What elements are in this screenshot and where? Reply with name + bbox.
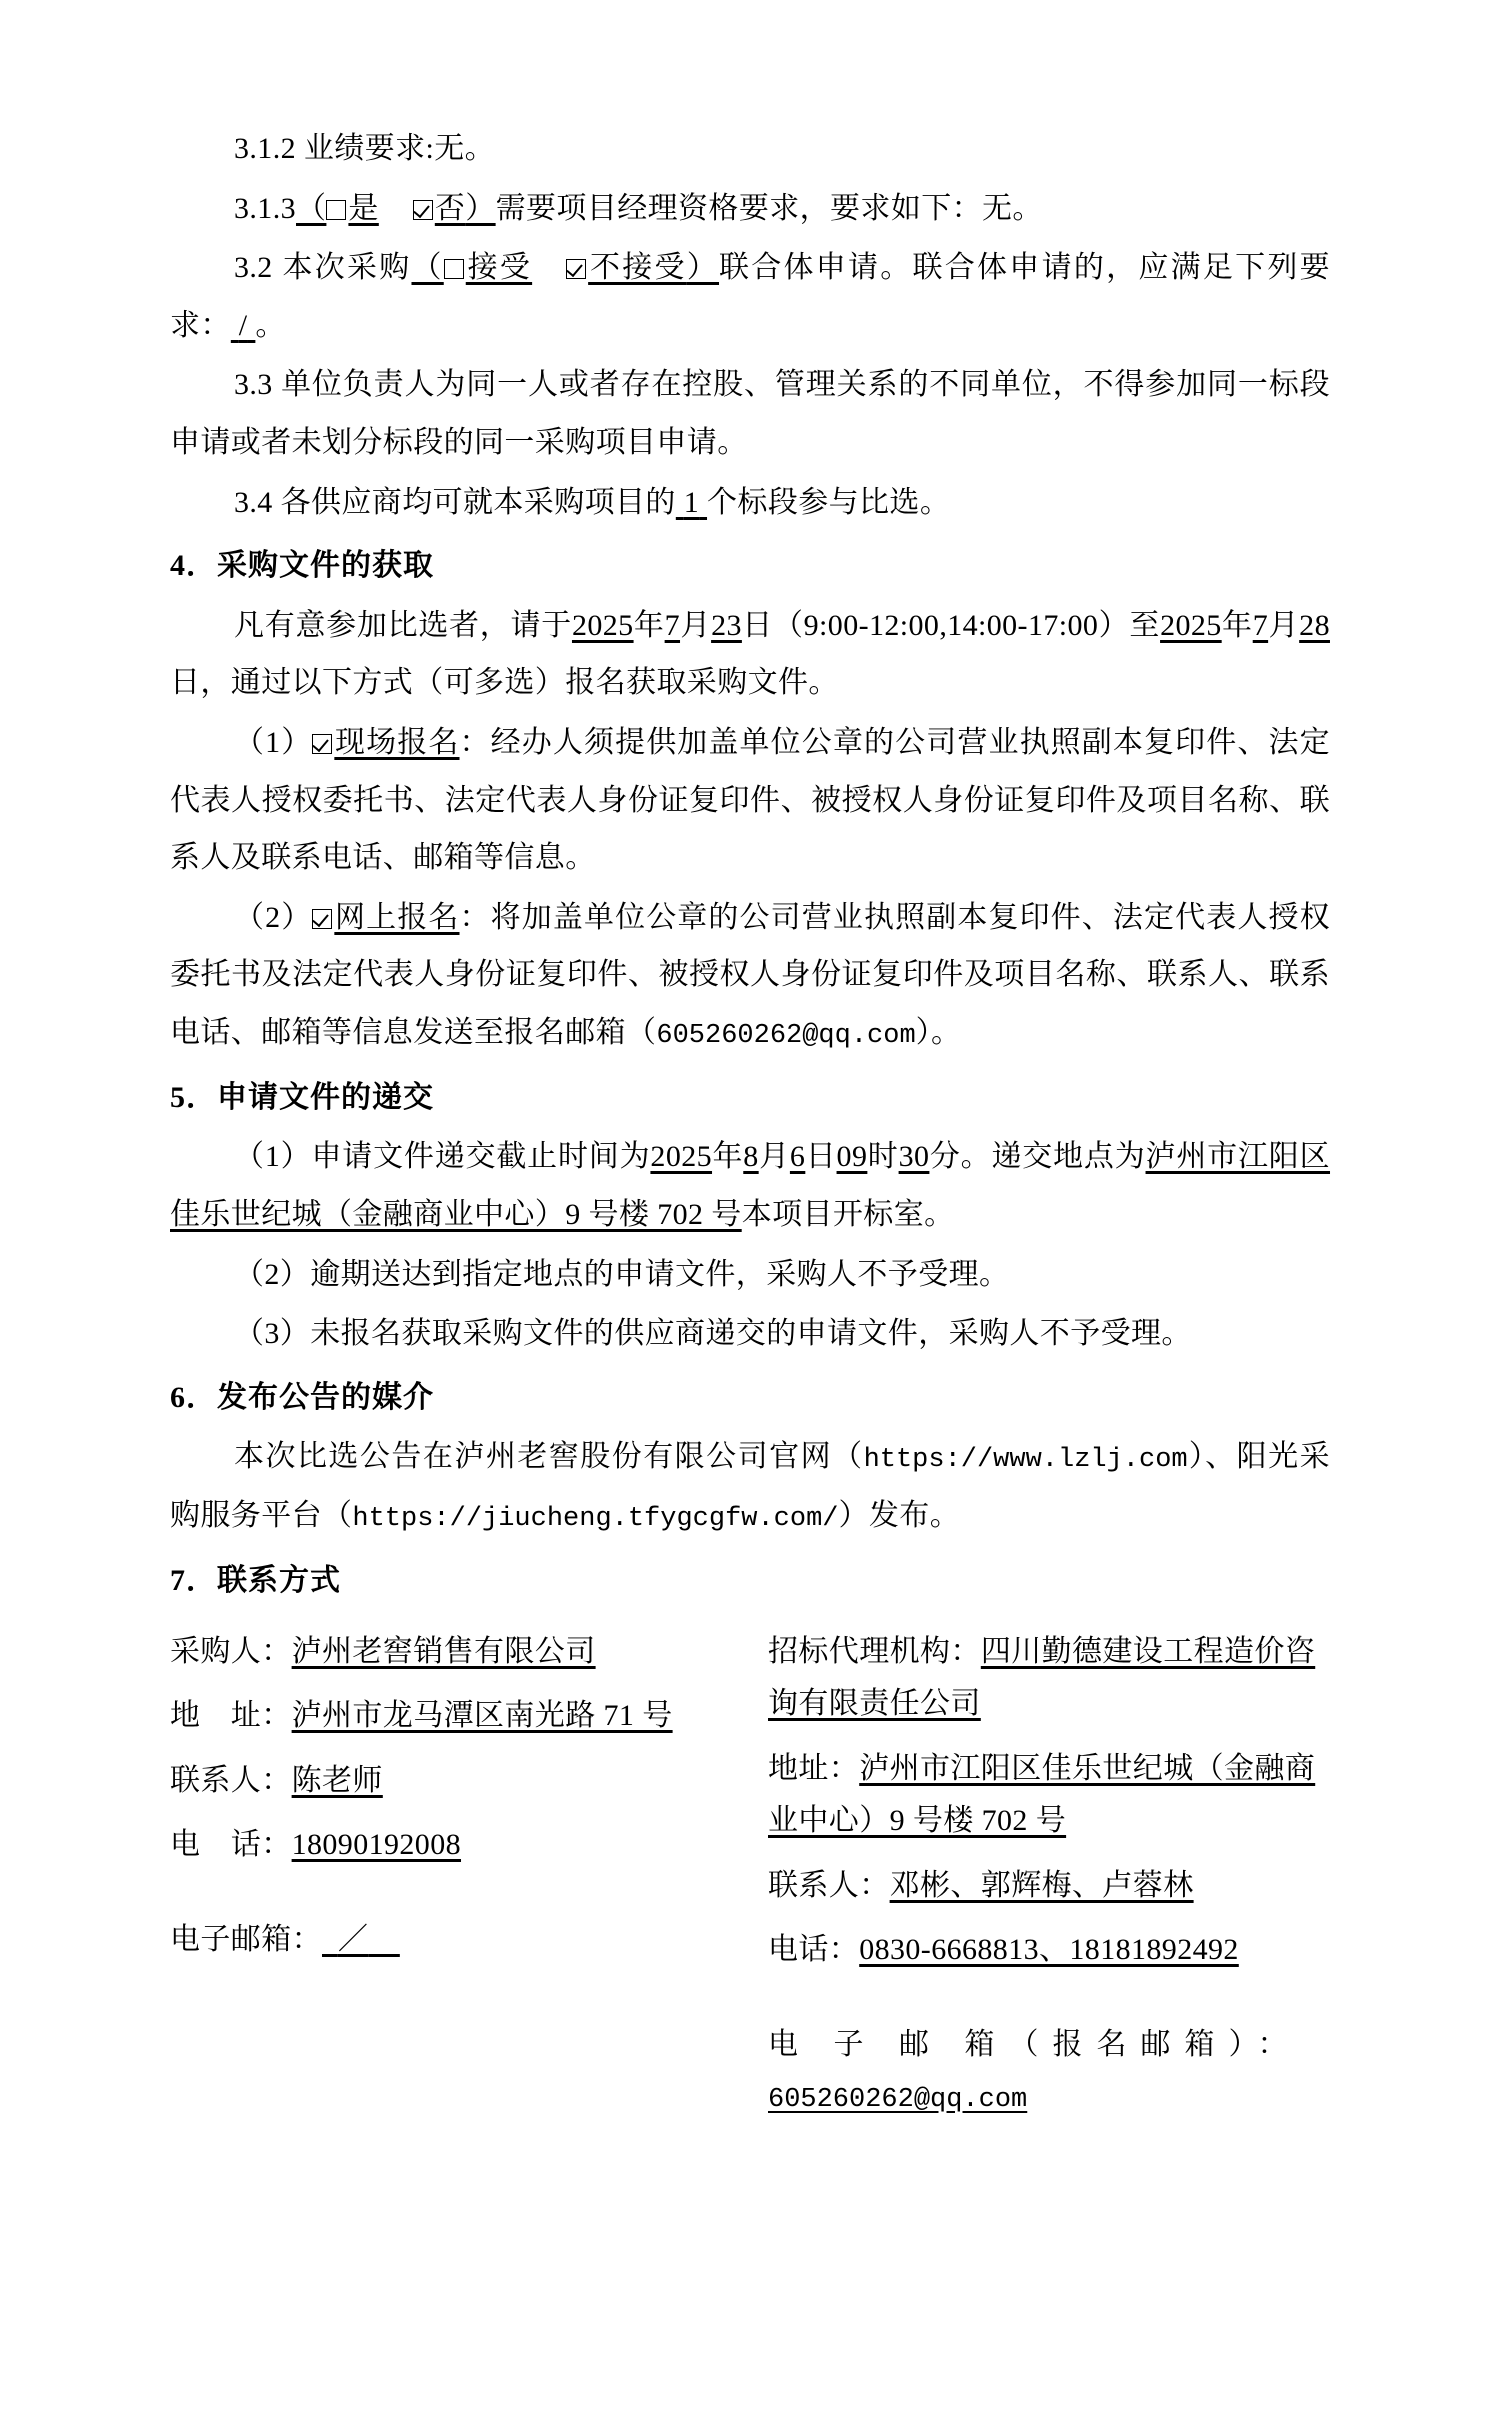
unit-month-3: 月	[758, 1140, 790, 1174]
submit-minute: 30	[898, 1140, 930, 1174]
checkbox-onsite-icon[interactable]	[312, 734, 332, 754]
value-agency-person: 邓彬、郭辉梅、卢蓉林	[889, 1868, 1194, 1902]
value-purchaser: 泸州老窖销售有限公司	[291, 1634, 596, 1668]
label-purchaser: 采购人：	[170, 1634, 292, 1668]
acquire-time-range: （9:00-12:00,14:00-17:00）	[772, 608, 1130, 642]
clause-3-1-3-suffix: 需要项目经理资格要求，要求如下：无。	[495, 191, 1043, 225]
acquire-end-day: 28	[1299, 608, 1330, 642]
label-agency-email: 电 子 邮 箱（报名邮箱）：	[768, 2027, 1302, 2061]
p4-1-lead: 凡有意参加比选者，请于	[234, 608, 572, 642]
unit-day-3: 日	[805, 1140, 837, 1174]
clause-3-4	[170, 474, 1330, 532]
clause-3-4-count: 1	[683, 485, 700, 519]
paragraph-4-2	[170, 714, 1330, 887]
contact-row-agency-email	[768, 2019, 1330, 2125]
contact-column-agency	[750, 1626, 1330, 2137]
p5-1-mid: 。递交地点为	[960, 1140, 1146, 1174]
paragraph-5-3: （3）未报名获取采购文件的供应商递交的申请文件，采购人不予受理。	[234, 1317, 1192, 1351]
value-purchaser-email: ／	[337, 1922, 369, 1956]
submit-day: 6	[789, 1140, 806, 1174]
unit-month-1: 月	[680, 608, 712, 642]
label-purchaser-person: 联系人：	[170, 1763, 292, 1797]
clause-3-1-2-text: 3.1.2 业绩要求:无。	[234, 132, 496, 165]
acquire-start-year: 2025	[571, 608, 634, 642]
option-yes-label: 是	[348, 191, 379, 225]
contact-block	[170, 1626, 1330, 2137]
p6-1-lead: 本次比选公告在泸州老窖股份有限公司官网（	[234, 1440, 864, 1474]
clause-3-2-options	[411, 251, 719, 284]
unit-day-2: 日	[170, 666, 201, 700]
acquire-end-year: 2025	[1160, 608, 1222, 642]
clause-3-3-text: 3.3 单位负责人为同一人或者存在控股、管理关系的不同单位，不得参加同一标段申请或者未划分标段的同一采购项目申请。	[170, 368, 1330, 459]
label-agency-person: 联系人：	[768, 1868, 890, 1902]
unit-year-2: 年	[1221, 608, 1253, 642]
p5-1-number: （1）	[234, 1140, 312, 1174]
acquire-end-month: 7	[1252, 608, 1269, 642]
acquire-start-day: 23	[711, 608, 742, 642]
value-agency: 四川勤德建设工程造价咨询有限责任公司	[768, 1634, 1316, 1721]
contact-row-purchaser-phone	[170, 1819, 750, 1872]
p5-1-lead: 申请文件递交截止时间为	[311, 1140, 651, 1174]
p4-3-text: ：将加盖单位公章的公司营业执照副本复印件、法定代表人授权委托书及法定代表人身份证复印件、被授权人身份证复印件及项目名称、联系人、联系电话、邮箱等信息发送至报名邮箱（	[170, 900, 1330, 1049]
p4-3-number: （2）	[234, 900, 313, 934]
contact-column-purchaser	[170, 1626, 750, 2137]
heading-7: 7．联系方式	[170, 1563, 341, 1597]
value-purchaser-phone: 18090192008	[291, 1828, 462, 1862]
clause-3-2	[170, 239, 1330, 354]
label-purchaser-email: 电子邮箱：	[170, 1922, 322, 1956]
unit-minute: 分	[929, 1140, 961, 1174]
checkbox-reject-icon[interactable]	[566, 259, 586, 279]
value-agency-email-wrap	[768, 2071, 1330, 2124]
p4-2-number: （1）	[234, 725, 313, 759]
unit-year-1: 年	[633, 608, 665, 642]
left-paren-2: （	[411, 251, 444, 285]
value-agency-phone: 0830-6668813、18181892492	[859, 1933, 1239, 1967]
clause-3-2-prefix: 3.2 本次采购	[234, 251, 412, 285]
paragraph-4-3	[170, 889, 1330, 1063]
heading-6: 6．发布公告的媒介	[170, 1380, 434, 1414]
p4-3-method-label: 网上报名	[334, 900, 460, 934]
unit-hour: 时	[867, 1140, 899, 1174]
clause-3-2-blank: /	[238, 308, 248, 342]
clause-3-1-3-prefix: 3.1.3	[234, 191, 296, 225]
submit-hour: 09	[836, 1140, 868, 1174]
acquire-start-month: 7	[664, 608, 681, 642]
contact-row-agency-name	[768, 1626, 1330, 1731]
contact-row-agency-phone	[768, 1924, 1330, 1977]
p4-1-to: 至	[1129, 608, 1161, 642]
contact-row-purchaser-address	[170, 1690, 750, 1743]
clause-3-1-2	[170, 120, 1330, 178]
label-agency-phone: 电话：	[768, 1933, 860, 1967]
value-purchaser-address: 泸州市龙马潭区南光路 71 号	[291, 1699, 673, 1733]
option-reject-label: 不接受	[588, 251, 687, 285]
clause-3-4-suffix: 个标段参与比选。	[707, 485, 951, 519]
document-body	[170, 120, 1330, 2136]
clause-3-2-middle: 联合体申请。联合体申请的，应满足下列要求：	[170, 251, 1331, 342]
clause-3-3	[170, 356, 1330, 471]
option-no-label: 否	[434, 191, 466, 225]
p4-2-method-label: 现场报名	[334, 725, 460, 759]
contact-row-purchaser-email	[170, 1914, 750, 1967]
label-purchaser-phone: 电 话：	[170, 1828, 292, 1862]
paragraph-6-1	[170, 1428, 1330, 1546]
clause-3-1-3-options	[296, 192, 496, 225]
checkbox-no-icon[interactable]	[413, 200, 433, 220]
unit-month-2: 月	[1268, 608, 1300, 642]
value-agency-address: 泸州市江阳区佳乐世纪城（金融商业中心）9 号楼 702 号	[768, 1751, 1316, 1838]
contact-spacer	[170, 1884, 750, 1914]
heading-4: 4．采购文件的获取	[170, 549, 434, 583]
checkbox-accept-icon[interactable]	[444, 259, 464, 279]
p4-1-tail: ，通过以下方式（可多选）报名获取采购文件。	[200, 666, 839, 700]
contact-row-agency-address	[768, 1743, 1330, 1848]
procurement-platform-url[interactable]: https://jiucheng.tfygcgfw.com/	[352, 1504, 839, 1535]
option-accept-label: 接受	[465, 251, 533, 285]
label-purchaser-address: 地 址：	[170, 1699, 292, 1733]
paragraph-5-2: （2）逾期送达到指定地点的申请文件，采购人不予受理。	[234, 1257, 1010, 1291]
paragraph-4-1	[170, 597, 1330, 712]
checkbox-online-icon[interactable]	[312, 909, 332, 929]
right-paren-2: ）	[686, 251, 720, 285]
label-agency: 招标代理机构：	[768, 1634, 981, 1668]
unit-day-1: 日	[741, 608, 773, 642]
p4-2-text: ：经办人须提供加盖单位公章的公司营业执照副本复印件、法定代表人授权委托书、法定代表人身份证复印件、被授权人身份证复印件及项目名称、联系人及联系电话、邮箱等信息。	[170, 725, 1330, 875]
checkbox-yes-icon[interactable]	[326, 200, 346, 220]
clause-3-1-3	[170, 180, 1330, 238]
paragraph-5-1	[170, 1128, 1330, 1243]
clause-3-4-prefix: 3.4 各供应商均可就本采购项目的	[234, 485, 676, 519]
official-website-url[interactable]: https://www.lzlj.com	[863, 1445, 1188, 1476]
heading-5: 5．申请文件的递交	[170, 1080, 434, 1114]
submit-year: 2025	[650, 1140, 713, 1174]
submit-place: 泸州市江阳区佳乐世纪城（金融商业中心）9 号楼 702 号	[170, 1140, 1331, 1231]
contact-row-purchaser-person	[170, 1755, 750, 1808]
left-paren: （	[296, 191, 327, 225]
contact-row-purchaser-name	[170, 1626, 750, 1679]
p5-1-tail: 本项目开标室。	[741, 1197, 955, 1231]
right-paren: ）	[465, 191, 496, 225]
p6-1-mid: ）、阳光采购服务平台（	[170, 1440, 1331, 1533]
value-agency-email: 605260262@qq.com	[768, 2085, 1028, 2116]
contact-row-agency-person	[768, 1860, 1330, 1913]
unit-year-3: 年	[712, 1140, 744, 1174]
p6-1-tail: ）发布。	[838, 1499, 961, 1533]
p4-3-tail: ）。	[915, 1015, 962, 1049]
value-purchaser-person: 陈老师	[291, 1763, 383, 1797]
clause-3-2-end: 。	[255, 308, 286, 342]
contact-spacer-right	[768, 1989, 1330, 2019]
submit-month: 8	[743, 1140, 759, 1174]
label-agency-address: 地址：	[768, 1751, 860, 1785]
registration-email: 605260262@qq.com	[656, 1020, 916, 1051]
